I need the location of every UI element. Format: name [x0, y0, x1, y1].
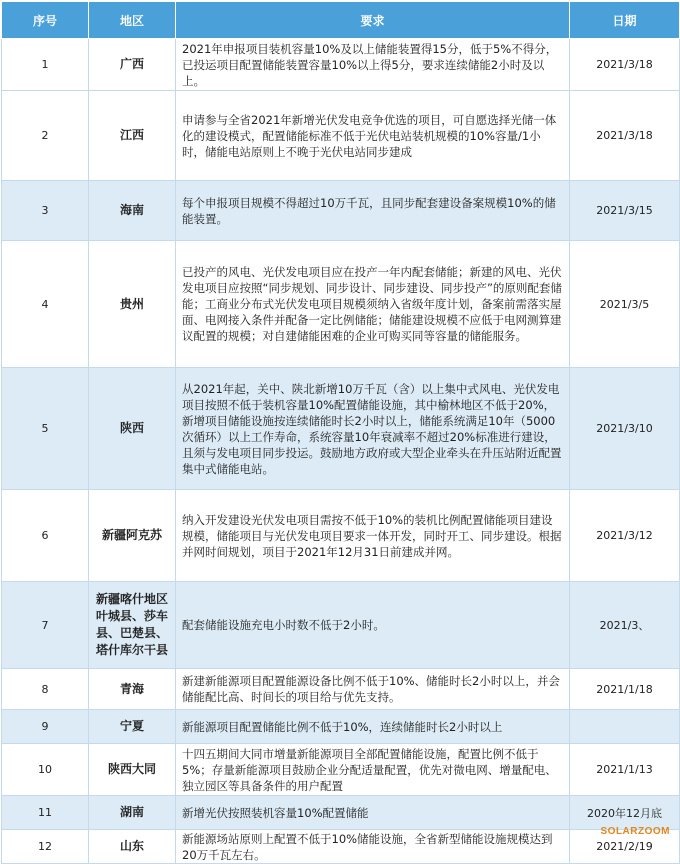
row-requirement: 新建新能源项目配置能源设备比例不低于10%、储能时长2小时以上，并会储能配比高、时间长的项目给与优先支持。: [176, 669, 570, 710]
row-region: 新疆阿克苏: [89, 490, 176, 582]
solarzoom-logo: SOLARZOOM: [600, 826, 670, 837]
row-region: 贵州: [89, 241, 176, 368]
row-requirement: 已投产的风电、光伏发电项目应在投产一年内配套储能；新建的风电、光伏发电项目应按照“同步规划、同步设计、同步建设、同步投产”的原则配套储能；工商业分布式光伏发电项目规模须纳入省级年度计划，备案前需落实屋面、电网接入条件并配备一定比例储能；储能建设规模不应低于电网测算建议配置的规模；对自建储能困难的企业可购买同等容量的储能服务。: [176, 241, 570, 368]
row-requirement: 每个申报项目规模不得超过10万千瓦，且同步配套建设备案规模10%的储能装置。: [176, 181, 570, 241]
row-requirement: 配套储能设施充电小时数不低于2小时。: [176, 582, 570, 669]
policy-table: [1, 1, 680, 864]
table-row: [2, 796, 680, 830]
row-num: 4: [2, 241, 89, 368]
row-requirement: 新能源场站原则上配置不低于10%储能设施，全省新型储能设施规模达到20万千瓦左右。: [176, 830, 570, 864]
row-date: 2021/1/13: [570, 744, 680, 796]
row-region: 宁夏: [89, 710, 176, 744]
row-num: 7: [2, 582, 89, 669]
row-region: 湖南: [89, 796, 176, 830]
row-requirement: 从2021年起，关中、陕北新增10万千瓦（含）以上集中式风电、光伏发电项目按照不低于装机容量10%配置储能设施，其中榆林地区不低于20%，新增项目储能设施按连续储能时长2小时以上，储能系统满足10年（5000次循环）以上工作寿命，系统容量10年衰减率不超过20%标准进行建设，且须与发电项目同步投运。鼓励地方政府或大型企业牵头在升压站附近配置集中式储能电站。: [176, 368, 570, 490]
row-num: 6: [2, 490, 89, 582]
table-row: [2, 39, 680, 91]
row-region: 新疆喀什地区叶城县、莎车县、巴楚县、塔什库尔干县: [89, 582, 176, 669]
row-region: 陕西: [89, 368, 176, 490]
table-row: [2, 91, 680, 181]
table-row: [2, 830, 680, 864]
table-row: [2, 744, 680, 796]
row-num: 8: [2, 669, 89, 710]
table-row: [2, 368, 680, 490]
row-region: 海南: [89, 181, 176, 241]
row-num: 1: [2, 39, 89, 91]
table-row: [2, 710, 680, 744]
row-date: [570, 710, 680, 744]
row-num: 11: [2, 796, 89, 830]
row-date: 2021/3/18: [570, 91, 680, 181]
row-requirement: 十四五期间大同市增量新能源项目全部配置储能设施，配置比例不低于5%；存量新能源项目鼓励企业分配适量配置，优先对微电网、增量配电、独立园区等具备条件的用户配置: [176, 744, 570, 796]
row-requirement: 新增光伏按照装机容量10%配置储能: [176, 796, 570, 830]
row-requirement: 纳入开发建设光伏发电项目需按不低于10%的装机比例配置储能项目建设规模，储能项目与光伏发电项目要求一体开发，同时开工、同步建设。根据并网时间规划，项目于2021年12月31日前建成并网。: [176, 490, 570, 582]
row-requirement: 申请参与全省2021年新增光伏发电竞争优选的项目，可自愿选择光储一体化的建设模式，配置储能标准不低于光伏电站装机规模的10%容量/1小时，储能电站原则上不晚于光伏电站同步建成: [176, 91, 570, 181]
row-region: 青海: [89, 669, 176, 710]
header-date: 日期: [570, 2, 680, 39]
row-date: 2021/2/19: [570, 830, 680, 864]
header-num: 序号: [2, 2, 89, 39]
row-date: 2021/1/18: [570, 669, 680, 710]
row-num: 9: [2, 710, 89, 744]
table-row: [2, 241, 680, 368]
row-region: 江西: [89, 91, 176, 181]
table-header-row: [2, 2, 680, 39]
row-date: 2021/3/18: [570, 39, 680, 91]
row-num: 3: [2, 181, 89, 241]
row-date: 2020年12月底: [570, 796, 680, 830]
row-date: 2021/3/15: [570, 181, 680, 241]
row-date: 2021/3、: [570, 582, 680, 669]
table-row: [2, 490, 680, 582]
row-num: 12: [2, 830, 89, 864]
row-requirement: 新能源项目配置储能比例不低于10%，连续储能时长2小时以上: [176, 710, 570, 744]
row-region: 山东: [89, 830, 176, 864]
row-date: 2021/3/5: [570, 241, 680, 368]
row-date: 2021/3/10: [570, 368, 680, 490]
table-row: [2, 669, 680, 710]
table-row: [2, 181, 680, 241]
header-requirement: 要求: [176, 2, 570, 39]
row-requirement: 2021年申报项目装机容量10%及以上储能装置得15分，低于5%不得分，已投运项目配置储能装置容量10%以上得5分，要求连续储能2小时及以上。: [176, 39, 570, 91]
header-region: 地区: [89, 2, 176, 39]
row-num: 2: [2, 91, 89, 181]
row-num: 5: [2, 368, 89, 490]
table-row: [2, 582, 680, 669]
row-num: 10: [2, 744, 89, 796]
row-region: 广西: [89, 39, 176, 91]
row-date: 2021/3/12: [570, 490, 680, 582]
row-region: 陕西大同: [89, 744, 176, 796]
